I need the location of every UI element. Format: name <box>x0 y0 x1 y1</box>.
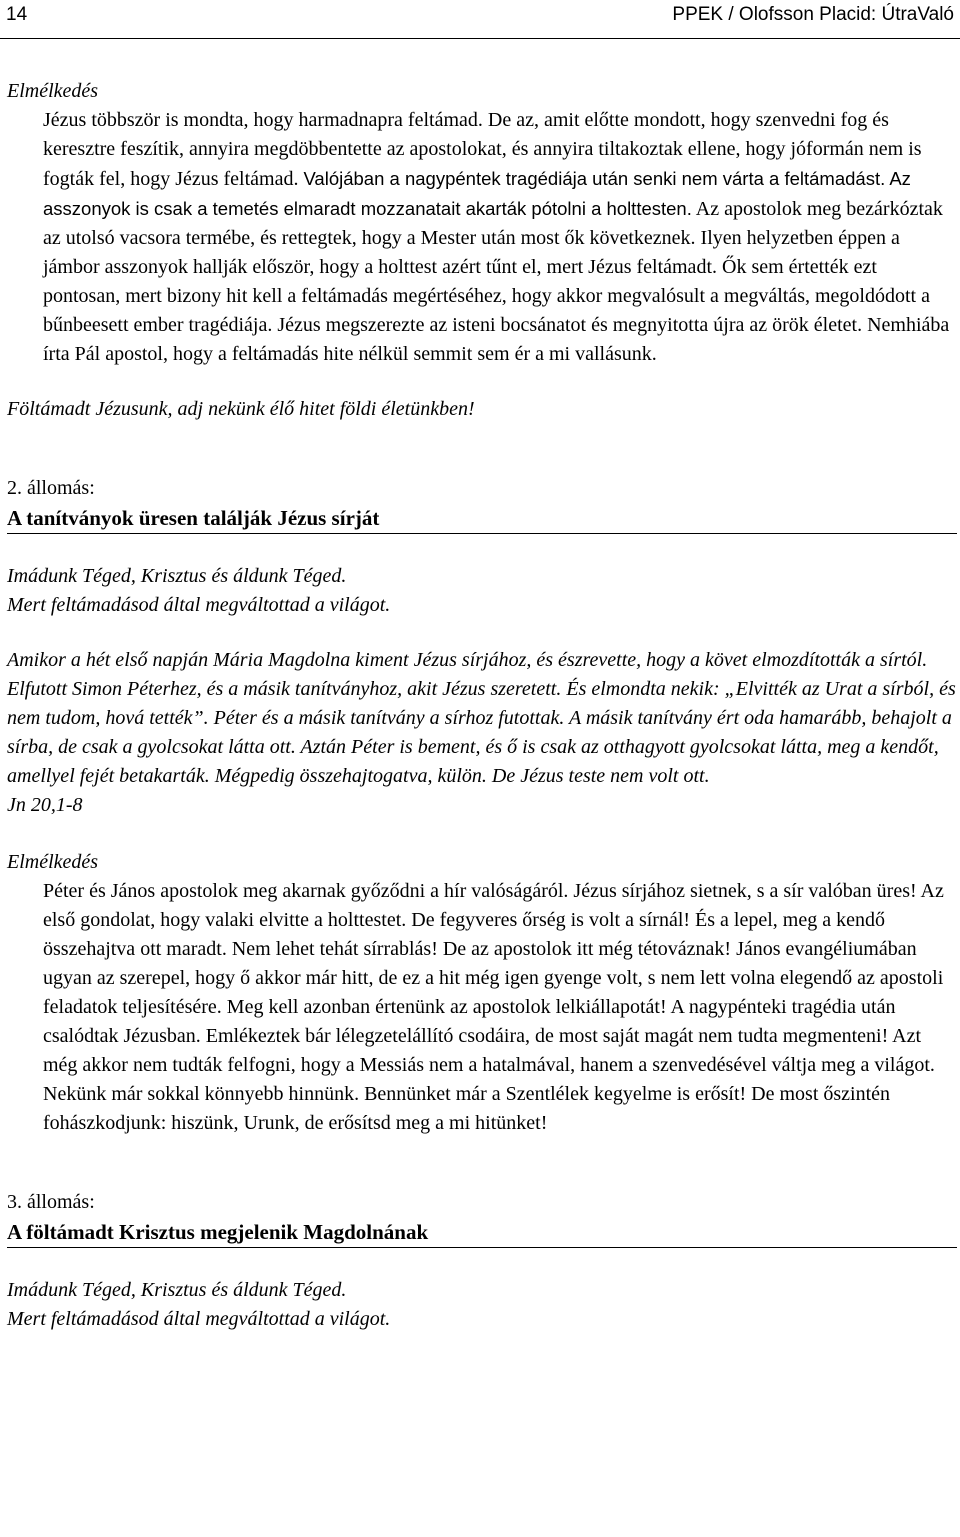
spacer <box>7 1248 957 1276</box>
reflection-label: Elmélkedés <box>7 851 99 873</box>
gospel-text: Amikor a hét első napján Mária Magdolna kiment Jézus sírjához, és észrevette, hogy a követ elmozdították a sírtól. Elfutott Simon Péterhez, és a másik tanítványhoz, akit Jézus szeretett. És elmondta nekik: „Elvitték az Urat a sírból, és nem tudom, hová tették”. Péter és a másik tanítvány a sírhoz futottak. A másik tanítvány ért oda hamarább, behajolt a sírba, de csak a gyolcsokat látta ott. Aztán Péter is bement, és ő is csak az otthagyott gyolcsokat látta, meg a kendőt, amellyel fejét betakarták. Mégpedig összehajtogatva, külön. De Jézus teste nem volt ott. <box>7 649 956 787</box>
spacer <box>7 1138 957 1188</box>
reflection-text-part-2: Valójában a nagypéntek tragédiája után senki nem várta a feltámadást. Az asszonyok is csak a temetés elmaradt mozzanatait akarták pótolni a holttesten. <box>43 168 911 219</box>
reflection-label: Elmélkedés <box>7 80 99 102</box>
spacer <box>7 534 957 562</box>
reflection-text-part-1: Jézus többször is mondta, hogy harmadnapra feltámad. De az, amit előtte mondott, hogy szenvedni fog és keresztre feszítik, annyira megdöbbentette az apostolokat, és annyira tiltakoztak ellene, hogy jóformán nem is fogták fel, hogy Jézus feltámad. <box>43 109 922 190</box>
acclamation-line-2: Mert feltámadásod által megváltottad a világot. <box>7 594 391 616</box>
running-title: PPEK / Olofsson Placid: ÚtraValó <box>672 4 954 25</box>
station-heading <box>7 503 957 534</box>
spacer <box>7 820 957 848</box>
spacer <box>7 424 957 474</box>
page-number: 14 <box>6 4 28 25</box>
scripture-reference: Jn 20,1-8 <box>7 794 83 816</box>
station-number: 3. állomás: <box>7 1191 95 1213</box>
spacer <box>7 620 957 646</box>
station-number: 2. állomás: <box>7 477 95 499</box>
acclamation-line-1: Imádunk Téged, Krisztus és áldunk Téged. <box>7 1279 347 1301</box>
closing-prayer: Föltámadt Jézusunk, adj nekünk élő hitet földi életünkben! <box>7 398 475 420</box>
station-heading <box>7 1217 957 1248</box>
acclamation-line-1: Imádunk Téged, Krisztus és áldunk Téged. <box>7 565 347 587</box>
station-title: A föltámadt Krisztus megjelenik Magdolnának <box>7 1220 429 1244</box>
reflection-text <box>43 106 957 369</box>
reflection-text-part-3: Az apostolok meg bezárkóztak az utolsó vacsora termébe, és rettegtek, hogy a Mester után most ők következnek. Ilyen helyzetben éppen a jámbor asszonyok hallják először, hogy a holttest azért tűnt el, mert Jézus feltámadt. Ők sem értették ezt pontosan, mert bizony hit kell a feltámadás megértéséhez, hogy akkor megvalósult a megváltás, megoldódott a bűnbeesett ember tragédiája. Jézus megszerezte az isteni bocsánatot és megnyitotta újra az örök életet. Nemhiába írta Pál apostol, hogy a feltámadás hite nélkül semmit sem ér a mi vallásunk. <box>43 198 950 365</box>
acclamation-line-2: Mert feltámadásod által megváltottad a világot. <box>7 1308 391 1330</box>
reflection-text: Péter és János apostolok meg akarnak győződni a hír valóságáról. Jézus sírjához sietnek, s a sír valóban üres! Az első gondolat, hogy valaki elvitte a holttestet. De fegyveres őrség is volt a sírnál! És a lepel, meg a kendő összehajtva ott maradt. Nem lehet tehát sírrablás! De az apostolok itt még tétováznak! János evangéliumában ugyan az szerepel, hogy ő akkor már hitt, de ez a hit még igen gyenge volt, s nem lett volna elegendő az apostoli feladatok teljesítésére. Meg kell azonban értenünk az apostolok lelkiállapotát! A nagypénteki tragédia után csalódtak Jézusban. Emlékeztek bár lélegzetelállító csodáira, de most saját magát nem tudta megmenteni! Azt még akkor nem tudták felfogni, hogy a Messiás nem a hatalmával, hanem a szenvedésével váltja meg a világot. Nekünk már sokkal könnyebb hinnünk. Bennünket már a Szentlélek kegyelme is erősít! De most őszintén fohászkodjunk: hiszünk, Urunk, de erősítsd meg a mi hitünket! <box>43 880 944 1134</box>
page-header <box>0 0 960 39</box>
station-title: A tanítványok üresen találják Jézus sírját <box>7 506 380 530</box>
page-content <box>7 77 957 1334</box>
